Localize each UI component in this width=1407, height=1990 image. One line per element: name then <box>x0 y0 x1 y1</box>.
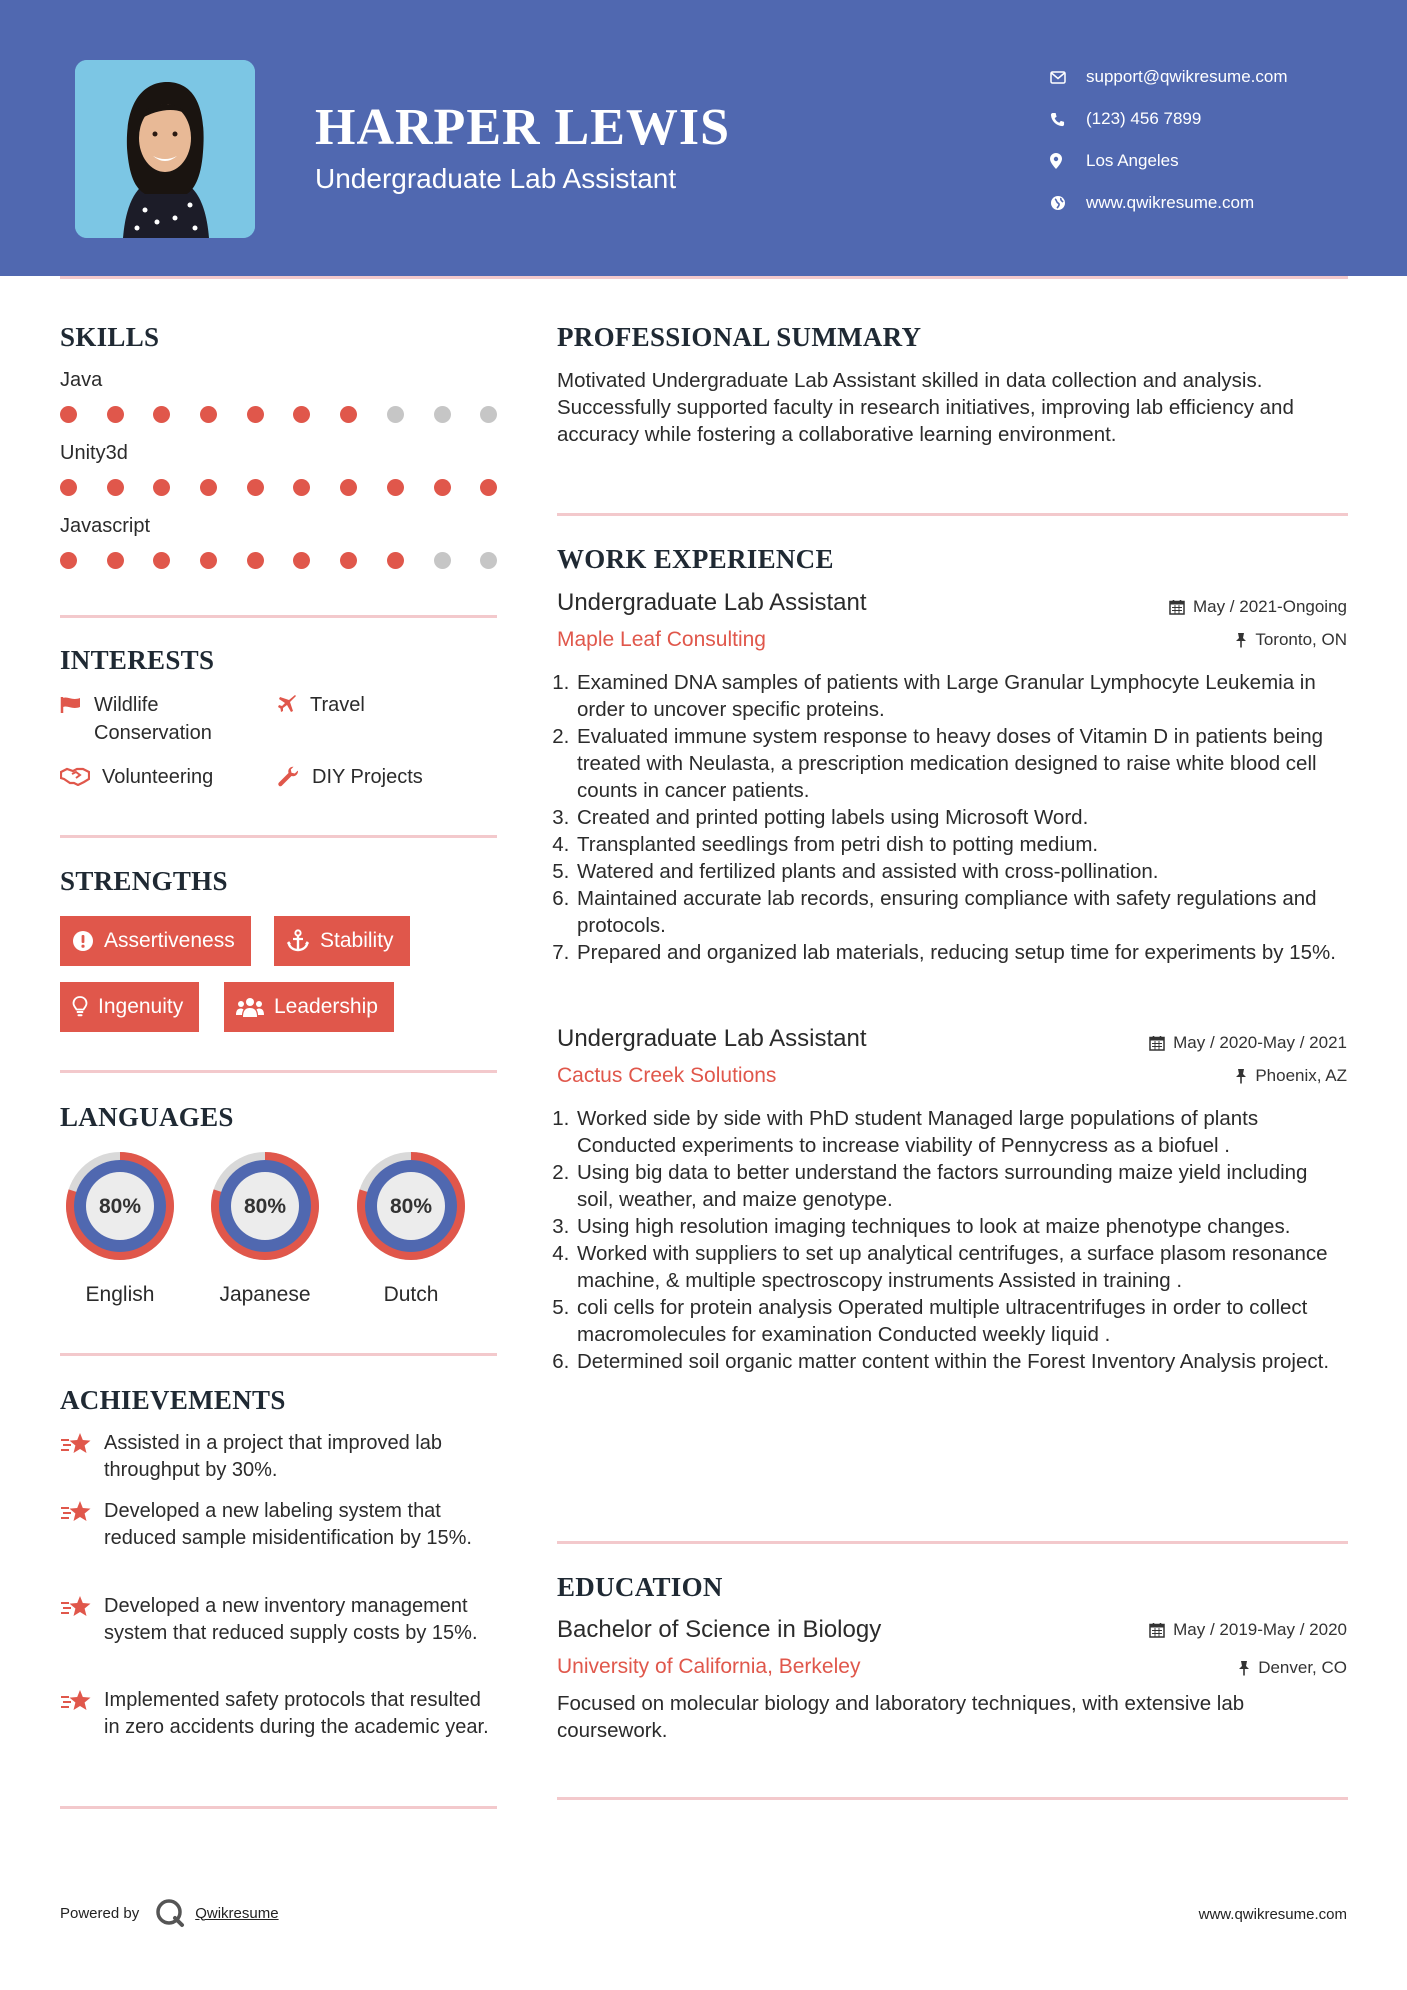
candidate-title: Undergraduate Lab Assistant <box>315 163 677 194</box>
pushpin-icon <box>1235 1068 1247 1084</box>
responsibility-item: 5. coli cells for protein analysis Operated multiple ultracentrifuges in order to collect macromolecules for examination Conducted weekly liquid . <box>575 1294 1347 1348</box>
language-percent: 80% <box>98 1195 142 1218</box>
education-heading: EDUCATION <box>557 1572 723 1602</box>
skill-dot-filled <box>60 552 77 569</box>
skill-dot-filled <box>200 479 217 496</box>
qwikresume-link[interactable]: Qwikresume <box>195 1904 279 1922</box>
interest-item: Travel <box>278 691 478 722</box>
education-location: Denver, CO <box>1238 1658 1347 1678</box>
responsibility-item: 2. Evaluated immune system response to heavy doses of Vitamin D in patients being treated with Neulasta, a prescription medication designed to raise white blood cell counts in cancer patients. <box>575 723 1347 804</box>
globe-icon <box>1050 195 1086 211</box>
section-divider <box>60 1353 497 1356</box>
job-title: Undergraduate Lab Assistant <box>557 1025 867 1052</box>
pushpin-icon <box>1235 632 1247 648</box>
company-name: Maple Leaf Consulting <box>557 628 766 651</box>
section-divider <box>60 835 497 838</box>
skills-heading: SKILLS <box>60 322 160 352</box>
skill-rating <box>60 552 527 569</box>
footer-website[interactable]: www.qwikresume.com <box>1198 1906 1347 1923</box>
skill-dot-empty <box>387 406 404 423</box>
summary-text: Motivated Undergraduate Lab Assistant skilled in data collection and analysis. Successfully supported faculty in research initiatives, improving lab efficiency and accuracy while fostering a collaborative learning environment. <box>557 369 1294 446</box>
skill-dot-filled <box>293 552 310 569</box>
interest-item: Volunteering <box>60 763 280 794</box>
degree-title: Bachelor of Science in Biology <box>557 1616 882 1643</box>
skill-rating <box>60 406 527 423</box>
skill-dot-filled <box>387 552 404 569</box>
skill-dot-empty <box>434 406 451 423</box>
profile-photo <box>75 60 255 238</box>
contact-location: Los Angeles <box>1050 140 1380 182</box>
contact-email[interactable]: support@qwikresume.com <box>1050 56 1380 98</box>
responsibility-item: 1. Worked side by side with PhD student Managed large populations of plants Conducted experiments to increase viability of Pennycress as a biofuel . <box>575 1105 1347 1159</box>
responsibility-item: 3. Using high resolution imaging techniques to look at maize phenotype changes. <box>575 1213 1347 1240</box>
strength-badge: Ingenuity <box>60 982 199 1032</box>
header-divider <box>60 276 1348 279</box>
qwikresume-logo-icon <box>155 1898 185 1928</box>
wrench-icon <box>278 763 312 796</box>
responsibility-item: 3. Created and printed potting labels using Microsoft Word. <box>575 804 1347 831</box>
strength-badge: Stability <box>274 916 410 966</box>
skill-dot-filled <box>340 406 357 423</box>
skill-dot-filled <box>247 552 264 569</box>
skill-dot-filled <box>200 406 217 423</box>
education-dates: May / 2019-May / 2020 <box>1149 1620 1347 1640</box>
contact-list <box>1050 56 1380 224</box>
skill-dot-filled <box>153 479 170 496</box>
anchor-icon <box>286 929 310 953</box>
calendar-icon <box>1149 1035 1165 1051</box>
section-divider <box>557 1541 1348 1544</box>
candidate-name: HARPER LEWIS <box>315 99 731 156</box>
skill-dot-empty <box>434 552 451 569</box>
users-icon <box>236 996 264 1018</box>
skill-dot-filled <box>107 479 124 496</box>
language-ring <box>205 1146 325 1266</box>
languages-heading: LANGUAGES <box>60 1102 234 1132</box>
language-name: English <box>85 1283 155 1306</box>
achievement-item: Developed a new inventory management system that reduced supply costs by 15%. <box>60 1593 500 1647</box>
responsibility-item: 2. Using big data to better understand the factors surrounding maize yield including soil, weather, and maize genotype. <box>575 1159 1347 1213</box>
powered-by-label: Powered by <box>60 1904 140 1922</box>
language-percent: 80% <box>243 1195 287 1218</box>
interests-heading: INTERESTS <box>60 645 215 675</box>
responsibility-item: 6. Maintained accurate lab records, ensuring compliance with safety regulations and protocols. <box>575 885 1347 939</box>
skill-dot-filled <box>247 406 264 423</box>
company-name: Cactus Creek Solutions <box>557 1064 777 1087</box>
exclamation-icon <box>72 930 94 952</box>
skill-dot-filled <box>60 479 77 496</box>
skill-rating <box>60 479 527 496</box>
language-item <box>351 1146 471 1307</box>
resume-header <box>0 0 1407 276</box>
skill-name: Javascript <box>60 515 151 537</box>
job-responsibilities <box>557 669 1347 966</box>
achievement-item: Assisted in a project that improved lab throughput by 30%. <box>60 1430 500 1484</box>
skill-name: Java <box>60 369 103 391</box>
skill-dot-filled <box>107 406 124 423</box>
calendar-icon <box>1169 599 1185 615</box>
envelope-icon <box>1050 71 1086 84</box>
job-dates: May / 2021-Ongoing <box>1169 597 1347 617</box>
flag-icon <box>60 691 94 722</box>
phone-icon <box>1050 112 1086 127</box>
skill-dot-filled <box>340 552 357 569</box>
skill-dot-filled <box>293 406 310 423</box>
language-name: Dutch <box>383 1283 439 1306</box>
contact-website[interactable]: www.qwikresume.com <box>1050 182 1380 224</box>
language-item <box>205 1146 325 1307</box>
language-ring <box>351 1146 471 1266</box>
section-divider <box>60 1070 497 1073</box>
skill-dot-filled <box>200 552 217 569</box>
skill-dot-filled <box>387 479 404 496</box>
star-icon <box>60 1593 104 1647</box>
skill-dot-filled <box>153 552 170 569</box>
strengths-heading: STRENGTHS <box>60 866 228 896</box>
skill-dot-filled <box>340 479 357 496</box>
star-icon <box>60 1687 104 1741</box>
skill-name: Unity3d <box>60 442 128 464</box>
star-icon <box>60 1498 104 1552</box>
achievements-heading: ACHIEVEMENTS <box>60 1385 286 1415</box>
footer-brand <box>60 1898 279 1928</box>
language-percent: 80% <box>389 1195 433 1218</box>
section-divider <box>60 1806 497 1809</box>
skill-dot-empty <box>480 552 497 569</box>
job-title: Undergraduate Lab Assistant <box>557 589 867 616</box>
responsibility-item: 1. Examined DNA samples of patients with Large Granular Lymphocyte Leukemia in order to uncover specific proteins. <box>575 669 1347 723</box>
responsibility-item: 6. Determined soil organic matter content within the Forest Inventory Analysis project. <box>575 1348 1347 1375</box>
responsibility-item: 4. Worked with suppliers to set up analytical centrifuges, a surface plasom resonance machine, & multiple spectroscopy instruments Assisted in training . <box>575 1240 1347 1294</box>
job-dates: May / 2020-May / 2021 <box>1149 1033 1347 1053</box>
job-responsibilities <box>557 1105 1347 1375</box>
skill-dot-filled <box>293 479 310 496</box>
handshake-icon <box>60 763 94 794</box>
lightbulb-icon <box>72 996 88 1018</box>
pushpin-icon <box>1238 1660 1250 1676</box>
skill-dot-empty <box>480 406 497 423</box>
responsibility-item: 4. Transplanted seedlings from petri dish to potting medium. <box>575 831 1347 858</box>
interest-item: DIY Projects <box>278 763 498 796</box>
skill-dot-filled <box>480 479 497 496</box>
interest-item: Wildlife Conservation <box>60 691 260 747</box>
summary-heading: PROFESSIONAL SUMMARY <box>557 322 922 352</box>
achievement-item: Implemented safety protocols that resulted in zero accidents during the academic year. <box>60 1687 500 1741</box>
section-divider <box>557 1797 1348 1800</box>
language-item <box>60 1146 180 1307</box>
strength-badge: Assertiveness <box>60 916 251 966</box>
skill-dot-filled <box>247 479 264 496</box>
section-divider <box>557 513 1348 516</box>
calendar-icon <box>1149 1622 1165 1638</box>
education-description: Focused on molecular biology and laboratory techniques, with extensive lab coursework. <box>557 1692 1245 1742</box>
language-ring <box>60 1146 180 1266</box>
plane-icon <box>278 691 310 722</box>
map-pin-icon <box>1050 153 1086 169</box>
skill-dot-filled <box>434 479 451 496</box>
skill-dot-filled <box>60 406 77 423</box>
skill-dot-filled <box>107 552 124 569</box>
school-name: University of California, Berkeley <box>557 1655 861 1678</box>
language-name: Japanese <box>219 1283 311 1306</box>
responsibility-item: 7. Prepared and organized lab materials, reducing setup time for experiments by 15%. <box>575 939 1347 966</box>
job-location: Toronto, ON <box>1235 630 1347 650</box>
skill-dot-filled <box>153 406 170 423</box>
achievement-item: Developed a new labeling system that reduced sample misidentification by 15%. <box>60 1498 500 1552</box>
experience-heading: WORK EXPERIENCE <box>557 544 834 574</box>
star-icon <box>60 1430 104 1484</box>
responsibility-item: 5. Watered and fertilized plants and assisted with cross-pollination. <box>575 858 1347 885</box>
job-location: Phoenix, AZ <box>1235 1066 1347 1086</box>
contact-phone[interactable]: (123) 456 7899 <box>1050 98 1380 140</box>
strength-badge: Leadership <box>224 982 394 1032</box>
section-divider <box>60 615 497 618</box>
